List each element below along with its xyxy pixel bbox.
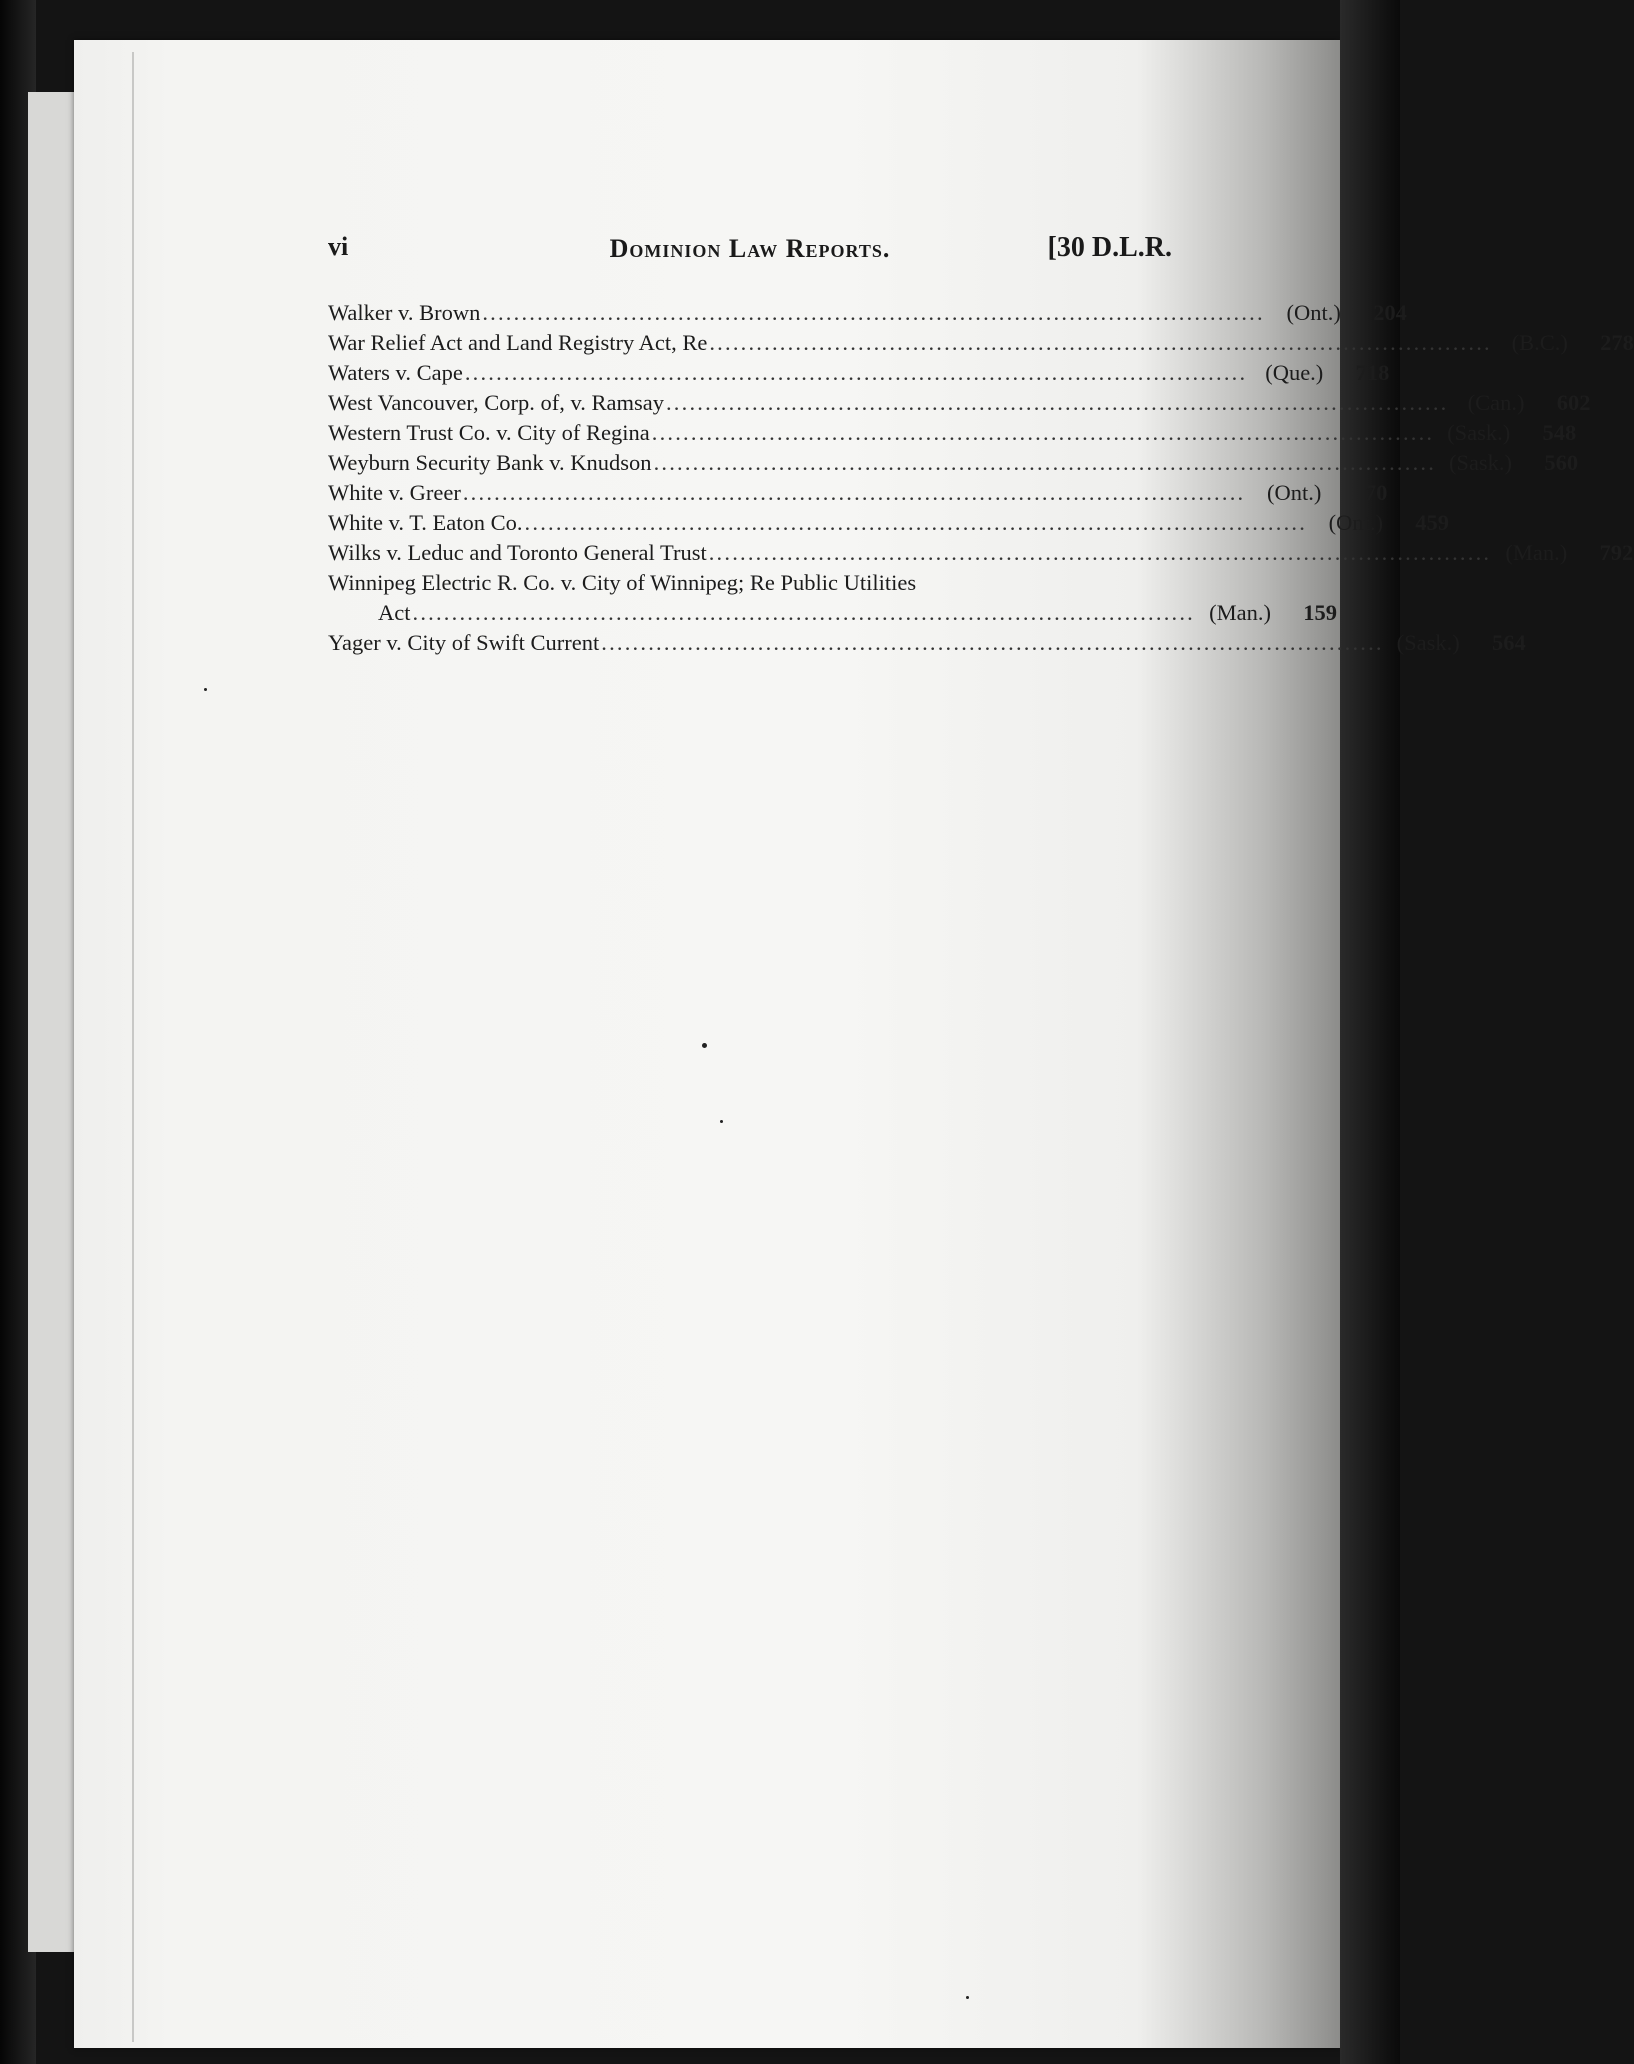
dot-leader: .................................................................................................... bbox=[601, 630, 1384, 655]
province: (Sask.) bbox=[1396, 630, 1460, 655]
case-entry-continuation bbox=[328, 598, 1337, 628]
paper-speck bbox=[204, 688, 207, 691]
dot-leader: .................................................................................................... bbox=[482, 300, 1265, 325]
dot-leader: .................................................................................................... bbox=[412, 600, 1195, 625]
dot-leader: .................................................................................................... bbox=[709, 330, 1492, 355]
case-name: Wilks v. Leduc and Toronto General Trust bbox=[328, 540, 707, 565]
case-entry bbox=[328, 298, 1407, 328]
page-number: 548 bbox=[1542, 420, 1577, 445]
province: (Man.) bbox=[1505, 540, 1568, 565]
paper-speck bbox=[720, 1120, 723, 1123]
case-index-list bbox=[328, 298, 1634, 658]
dot-leader: .................................................................................................... bbox=[665, 390, 1449, 415]
page-number: 560 bbox=[1544, 450, 1579, 475]
case-name: Winnipeg Electric R. Co. v. City of Winnipeg; Re Public Utilities bbox=[328, 570, 917, 595]
province: (B.C.) bbox=[1511, 330, 1568, 355]
running-title: Dominion Law Reports. bbox=[609, 234, 891, 263]
page-number: 204 bbox=[1373, 300, 1407, 325]
case-name: War Relief Act and Land Registry Act, Re bbox=[328, 330, 708, 355]
case-entry bbox=[328, 628, 1526, 658]
volume-reference: [30 D.L.R. bbox=[1047, 232, 1172, 263]
case-entry bbox=[328, 538, 1634, 568]
paper-speck bbox=[702, 1043, 707, 1048]
province: (Sask.) bbox=[1447, 420, 1511, 445]
paper-speck bbox=[966, 1996, 969, 1999]
page-folio: vi bbox=[328, 232, 349, 261]
page-number: 718 bbox=[1355, 360, 1390, 385]
case-name: West Vancouver, Corp. of, v. Ramsay bbox=[328, 390, 664, 415]
dot-leader: .................................................................................................... bbox=[464, 360, 1248, 385]
page-number: 564 bbox=[1492, 630, 1526, 655]
dot-leader: .................................................................................................... bbox=[524, 510, 1308, 535]
page-number: 602 bbox=[1556, 390, 1591, 415]
province: (Ont.) bbox=[1266, 480, 1322, 505]
dot-leader: .................................................................................................... bbox=[653, 450, 1437, 475]
page-number: 459 bbox=[1415, 510, 1450, 535]
dot-leader: .................................................................................................... bbox=[708, 540, 1492, 565]
case-entry bbox=[328, 358, 1390, 388]
dot-leader: .................................................................................................... bbox=[651, 420, 1435, 445]
page-fold-line bbox=[132, 52, 134, 2042]
province: (Ont.) bbox=[1328, 510, 1384, 535]
case-name: Waters v. Cape bbox=[328, 360, 463, 385]
case-entry-first-line bbox=[328, 568, 1172, 598]
page-number: 159 bbox=[1303, 600, 1337, 625]
case-name-continued: Act bbox=[378, 600, 411, 625]
page-header bbox=[328, 232, 1172, 272]
case-name: Yager v. City of Swift Current bbox=[328, 630, 600, 655]
case-name: White v. Greer bbox=[328, 480, 461, 505]
page-number: 70 bbox=[1364, 480, 1388, 505]
case-name: Western Trust Co. v. City of Regina bbox=[328, 420, 650, 445]
case-entry bbox=[328, 418, 1577, 448]
province: (Que.) bbox=[1265, 360, 1324, 385]
province: (Can.) bbox=[1467, 390, 1525, 415]
province: (Man.) bbox=[1209, 600, 1271, 625]
case-entry bbox=[328, 478, 1388, 508]
case-name: Walker v. Brown bbox=[328, 300, 481, 325]
page-number: 278 bbox=[1600, 330, 1634, 355]
province: (Ont.) bbox=[1286, 300, 1341, 325]
case-name: White v. T. Eaton Co. bbox=[328, 510, 523, 535]
page-number: 792 bbox=[1599, 540, 1634, 565]
case-entry bbox=[328, 508, 1450, 538]
dot-leader: .................................................................................................... bbox=[462, 480, 1246, 505]
case-entry bbox=[328, 388, 1591, 418]
province: (Sask.) bbox=[1448, 450, 1513, 475]
case-entry bbox=[328, 448, 1579, 478]
case-name: Weyburn Security Bank v. Knudson bbox=[328, 450, 652, 475]
case-entry bbox=[328, 328, 1634, 358]
